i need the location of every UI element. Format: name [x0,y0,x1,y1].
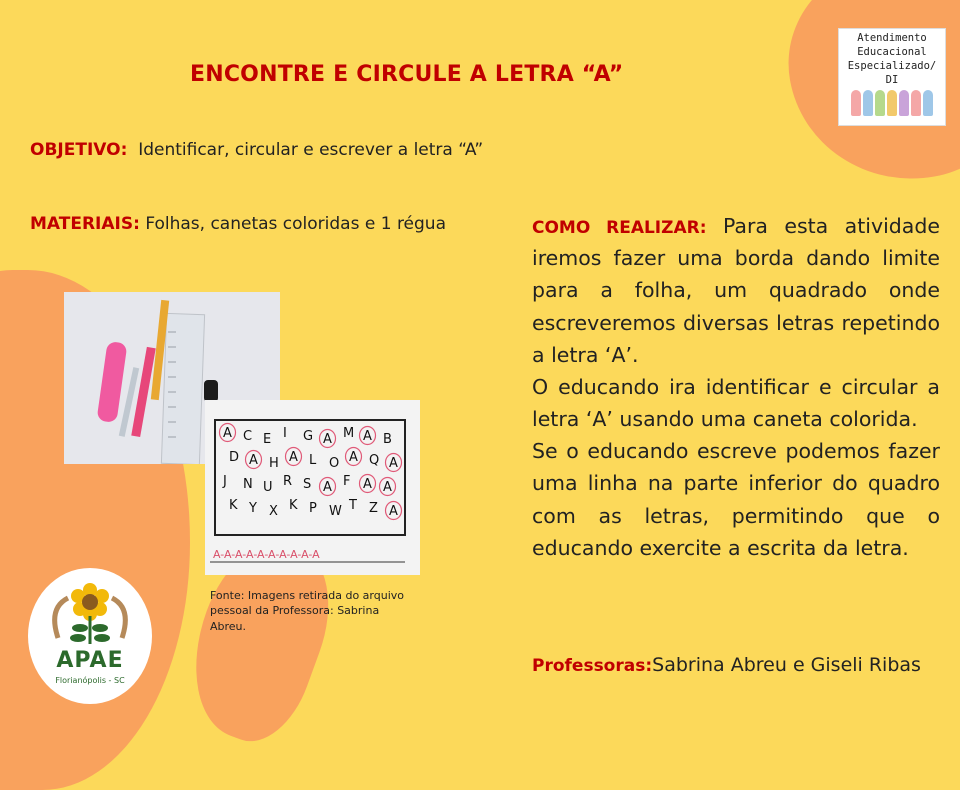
worksheet-letter: G [303,429,314,444]
professoras-section [532,654,921,676]
worksheet-letter: A [249,453,258,468]
worksheet-letter: N [243,477,253,492]
materiais-text: Folhas, canetas coloridas e 1 régua [145,214,446,234]
worksheet-letter: W [329,504,342,519]
worksheet-letter: A [323,432,332,447]
worksheet-letter: S [303,477,312,492]
worksheet-letter: A [383,480,392,495]
worksheet-letter: L [309,453,317,468]
worksheet-letter: A [323,480,332,495]
writing-line: A-A-A-A-A-A-A-A-A-A [213,548,320,561]
worksheet-letter: E [263,432,272,447]
worksheet-letter: J [223,474,227,489]
materiais-section [30,210,480,239]
worksheet-letter: A [389,504,398,519]
como-realizar-paragraph-1: Para esta atividade iremos fazer uma borda dando limite para a folha, um quadrado onde escreveremos diversas letras repetindo a letra ‘A’. [532,214,940,367]
apae-name: APAE [56,648,124,673]
worksheet-letter: A [223,426,232,441]
professoras-label: Professoras: [532,656,653,676]
worksheet-letter: A [363,477,372,492]
page-title: ENCONTRE E CIRCULE A LETRA “A” [190,62,624,87]
image-source-caption: Fonte: Imagens retirada do arquivo pessoal da Professora: Sabrina Abreu. [210,589,404,633]
aee-logo-badge [838,28,946,126]
badge-line-1: Atendimento [857,32,927,44]
materiais-label: MATERIAIS: [30,214,140,234]
objetivo-section [30,140,483,160]
apae-logo [28,568,152,704]
worksheet-letter: C [243,429,253,444]
worksheet-letter: X [269,504,278,519]
worksheet-letter: A [289,450,298,465]
objetivo-text: Identificar, circular e escrever a letra “A” [138,140,484,160]
worksheet-letter: Q [369,453,380,468]
sunflower-hands-icon [28,568,152,648]
como-realizar-section [532,210,940,564]
professoras-names: Sabrina Abreu e Giseli Ribas [652,654,921,676]
worksheet-letter: A [389,456,398,471]
worksheet-letter: Y [249,501,257,516]
worksheet-letter: D [229,450,240,465]
worksheet-letter: O [329,456,340,471]
como-realizar-paragraph-3: Se o educando escreve podemos fazer uma linha na parte inferior do quadro com as letras, permitindo que o educando exercite a escrita da letra. [532,439,940,560]
worksheet-letter: K [229,498,238,513]
worksheet-letter: U [263,480,273,495]
children-illustration [839,90,945,116]
worksheet-letter: R [283,474,293,489]
worksheet-letter: A [363,429,372,444]
worksheet-letter: B [383,432,392,447]
como-realizar-label: COMO REALIZAR: [532,218,707,238]
worksheet-letter: F [343,474,351,489]
worksheet-letter: M [343,426,355,441]
worksheet-photo [205,400,420,575]
worksheet-letter: H [269,456,279,471]
worksheet-letter: P [309,501,317,516]
worksheet-letter: A [349,450,358,465]
worksheet-letter: I [283,426,287,441]
worksheet-letter: K [289,498,298,513]
badge-line-2: Educacional [857,46,927,58]
worksheet-letter: T [349,498,357,513]
apae-city: Florianópolis - SC [55,676,125,685]
worksheet-letter: Z [369,501,378,516]
objetivo-label: OBJETIVO: [30,140,128,160]
badge-line-3: Especializado/ DI [847,60,937,86]
como-realizar-paragraph-2: O educando ira identificar e circular a letra ‘A’ usando uma caneta colorida. [532,374,940,432]
